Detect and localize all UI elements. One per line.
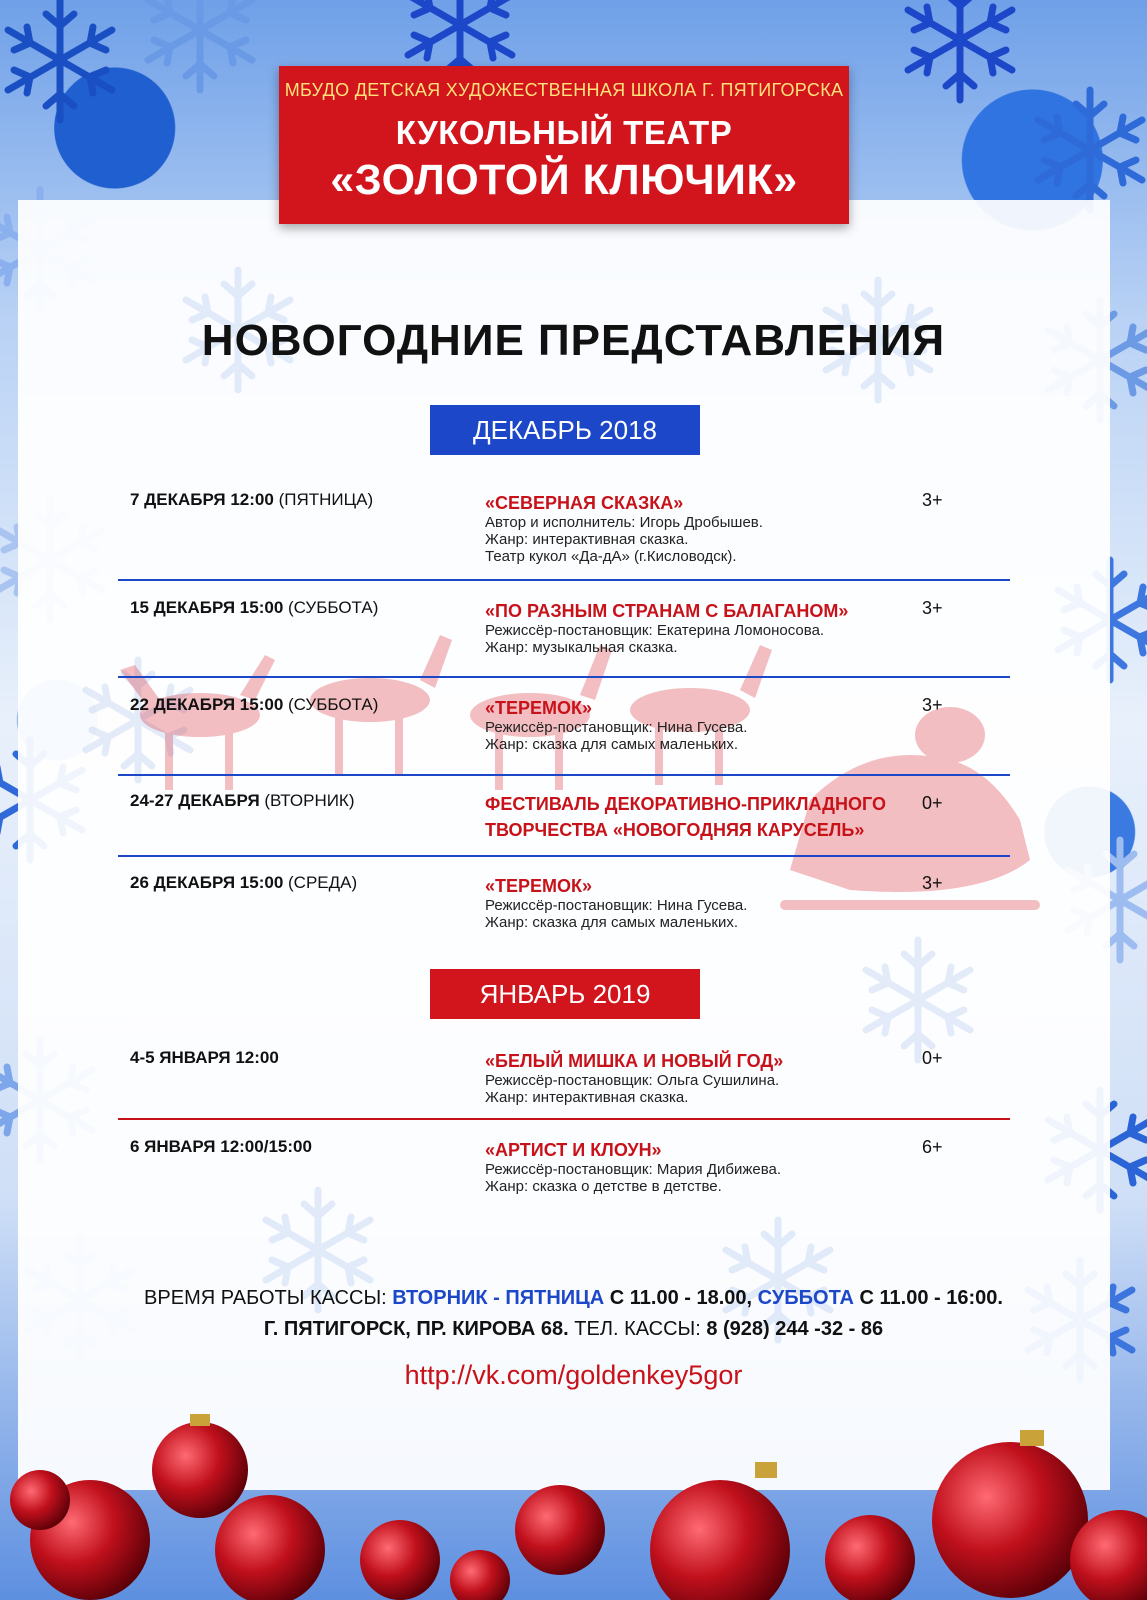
event-title: «СЕВЕРНАЯ СКАЗКА» [485, 493, 684, 513]
event-detail: Автор и исполнитель: Игорь Дробышев. [485, 514, 763, 531]
event-date: 24-27 ДЕКАБРЯ (ВТОРНИК) [130, 791, 355, 810]
age-rating: 3+ [922, 695, 943, 715]
theatre-name: «ЗОЛОТОЙ КЛЮЧИК» [330, 156, 798, 204]
event-detail: Режиссёр-постановщик: Нина Гусева. [485, 719, 748, 736]
box-office-hours: ВРЕМЯ РАБОТЫ КАССЫ: ВТОРНИК - ПЯТНИЦА С 11.00 - 18.00, СУББОТА С 11.00 - 16:00. [144, 1287, 1003, 1309]
event-detail: Жанр: сказка для самых маленьких. [485, 914, 739, 931]
event-detail: Режиссёр-постановщик: Мария Дибижева. [485, 1161, 782, 1178]
page-title: НОВОГОДНИЕ ПРЕДСТАВЛЕНИЯ [201, 316, 946, 365]
event-detail: Жанр: сказка о детстве в детстве. [485, 1178, 722, 1195]
event-detail: Жанр: музыкальная сказка. [485, 639, 678, 656]
age-rating: 6+ [922, 1137, 943, 1157]
age-rating: 0+ [922, 793, 943, 813]
event-date: 22 ДЕКАБРЯ 15:00 (СУББОТА) [130, 695, 379, 714]
school-name: МБУДО ДЕТСКАЯ ХУДОЖЕСТВЕННАЯ ШКОЛА Г. ПЯТИГОРСКА [284, 80, 844, 100]
event-date: 26 ДЕКАБРЯ 15:00 (СРЕДА) [130, 873, 358, 892]
row-divider [118, 1118, 1010, 1120]
event-title: «АРТИСТ И КЛОУН» [485, 1140, 662, 1160]
row-divider [118, 855, 1010, 857]
row-divider [118, 774, 1010, 776]
event-detail: Режиссёр-постановщик: Нина Гусева. [485, 897, 748, 914]
event-detail: Режиссёр-постановщик: Екатерина Ломоносова. [485, 622, 825, 639]
month-badge-december: ДЕКАБРЬ 2018 [430, 405, 700, 455]
vk-link[interactable]: http://vk.com/goldenkey5gor [404, 1360, 743, 1390]
event-date: 15 ДЕКАБРЯ 15:00 (СУББОТА) [130, 598, 379, 617]
age-rating: 3+ [922, 598, 943, 618]
row-divider [118, 676, 1010, 678]
event-detail: Театр кукол «Да-дА» (г.Кисловодск). [485, 548, 737, 565]
row-divider [118, 579, 1010, 581]
age-rating: 0+ [922, 1048, 943, 1068]
month-badge-january: ЯНВАРЬ 2019 [430, 969, 700, 1019]
event-title: «БЕЛЫЙ МИШКА И НОВЫЙ ГОД» [485, 1051, 784, 1071]
event-date: 4-5 ЯНВАРЯ 12:00 [130, 1048, 279, 1067]
event-title: ФЕСТИВАЛЬ ДЕКОРАТИВНО-ПРИКЛАДНОГО ТВОРЧЕСТВА «НОВОГОДНЯЯ КАРУСЕЛЬ» [485, 794, 886, 840]
event-detail: Жанр: сказка для самых маленьких. [485, 736, 739, 753]
age-rating: 3+ [922, 873, 943, 893]
event-detail: Жанр: интерактивная сказка. [485, 531, 689, 548]
address-line: Г. ПЯТИГОРСК, ПР. КИРОВА 68. ТЕЛ. КАССЫ: 8 (928) 244 -32 - 86 [263, 1318, 884, 1340]
event-title: «ТЕРЕМОК» [485, 698, 593, 718]
event-detail: Режиссёр-постановщик: Ольга Сушилина. [485, 1072, 780, 1089]
event-date: 6 ЯНВАРЯ 12:00/15:00 [130, 1137, 312, 1156]
christmas-balls-decoration [0, 1400, 1147, 1600]
event-detail: Жанр: интерактивная сказка. [485, 1089, 689, 1106]
event-title: «ТЕРЕМОК» [485, 876, 593, 896]
age-rating: 3+ [922, 490, 943, 510]
event-title: «ПО РАЗНЫМ СТРАНАМ С БАЛАГАНОМ» [485, 601, 849, 621]
event-date: 7 ДЕКАБРЯ 12:00 (ПЯТНИЦА) [130, 490, 374, 509]
theatre-type: КУКОЛЬНЫЙ ТЕАТР [395, 114, 733, 151]
header-ribbon [279, 66, 849, 224]
